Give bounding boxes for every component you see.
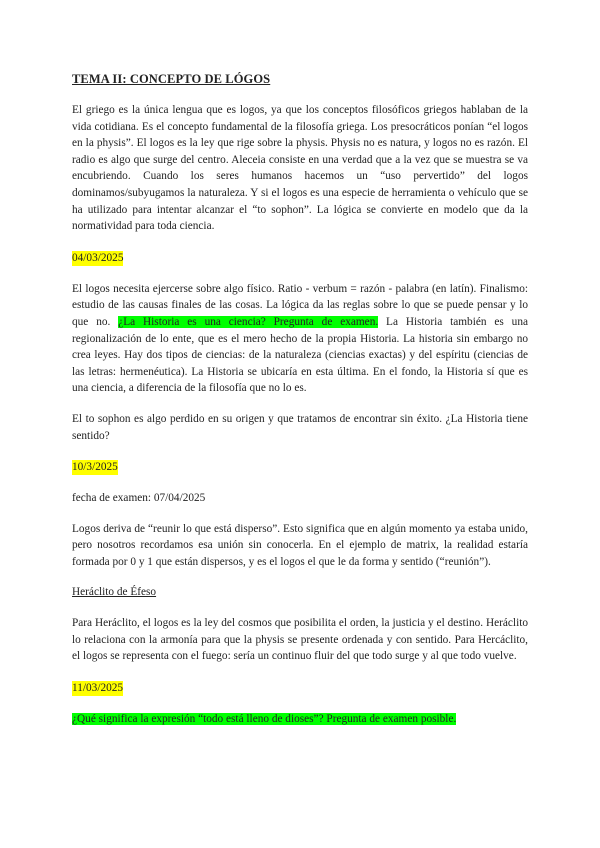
date-label-2: 10/3/2025 (72, 461, 118, 474)
paragraph-heraclito: Para Heráclito, el logos es la ley del cosmos que posibilita el orden, la justicia y el destino. Heráclito lo relaciona con la armonía para que la physis se presente ordenada y con sentido. Para Hercáclito, el logos se representa con el fuego: sería un continuo fluir del que todo surge y al que todo vuelve. (72, 617, 528, 663)
subheading-heraclito (72, 584, 528, 601)
exam-date-note: fecha de examen: 07/04/2025 (72, 492, 206, 505)
date-line-2 (72, 458, 528, 475)
exam-question-highlight-2: ¿Qué significa la expresión “todo está lleno de dioses”? Pregunta de examen posible. (72, 712, 457, 725)
paragraph-dioses (72, 711, 528, 728)
date-label-1: 04/03/2025 (72, 251, 124, 264)
paragraph-historia-text-2: La Historia también es una regionalización de lo ente, que es el mero hecho de la propia Historia. La historia sin embargo no crea leyes. Hay dos tipos de ciencias: de la naturaleza (ciencias exactas) y del espíritu (ciencias de las letras: hermenéutica). La Historia se ubicaría en esta última. En el fondo, la Historia sí que es una ciencia, a diferencia de la filosofía que no lo es. (72, 315, 528, 395)
paragraph-intro: El griego es la única lengua que es logos, ya que los conceptos filosóficos griegos hablaban de la vida cotidiana. Es el concepto fundamental de la filosofía griega. Los presocráticos ponían “el logos en la physis”. El logos es la ley que rige sobre la physis. Physis no es natura, y logos no es razón. El radio es algo que surge del centro. Aleceia consiste en una verdad que a la vez que se muestra se va encubriendo. Cuando los seres humanos hacemos un “uso pervertido” del logos dominamos/subyugamos la naturaleza. Y si el logos es una especie de herramienta o vehículo que se ha utilizado para intentar alcanzar el “to sophon”. La lógica se convierte en modelo que da la normatividad para toda ciencia. (72, 104, 528, 233)
subheading-text: Heráclito de Éfeso (72, 586, 157, 599)
document-page (72, 70, 528, 741)
date-line-3 (72, 679, 528, 696)
paragraph-to-sophon: El to sophon es algo perdido en su origen y que tratamos de encontrar sin éxito. ¿La Historia tiene sentido? (72, 412, 528, 442)
paragraph-historia-text-1: El logos necesita ejercerse sobre algo físico. Ratio - verbum = razón - palabra (en latín). Finalismo: estudio de las causas finales de las cosas. La lógica da las reglas sobre lo que se puede pensar y lo que no. (72, 282, 528, 328)
document-title: TEMA II: CONCEPTO DE LÓGOS (72, 72, 271, 86)
paragraph-logos-reunion: Logos deriva de “reunir lo que está disperso”. Esto significa que en algún momento ya estaba unido, pero nosotros recordamos esa unión sin conocerla. En el ejemplo de matrix, la realidad estaría formada por 0 y 1 que están dispersos, y es el logos el que le da forma y sentido (“reunión”). (72, 522, 528, 568)
date-label-3: 11/03/2025 (72, 681, 124, 694)
paragraph-historia (72, 281, 528, 397)
date-line-1 (72, 249, 528, 266)
exam-question-highlight-1: ¿La Historia es una ciencia? Pregunta de examen. (118, 315, 379, 328)
